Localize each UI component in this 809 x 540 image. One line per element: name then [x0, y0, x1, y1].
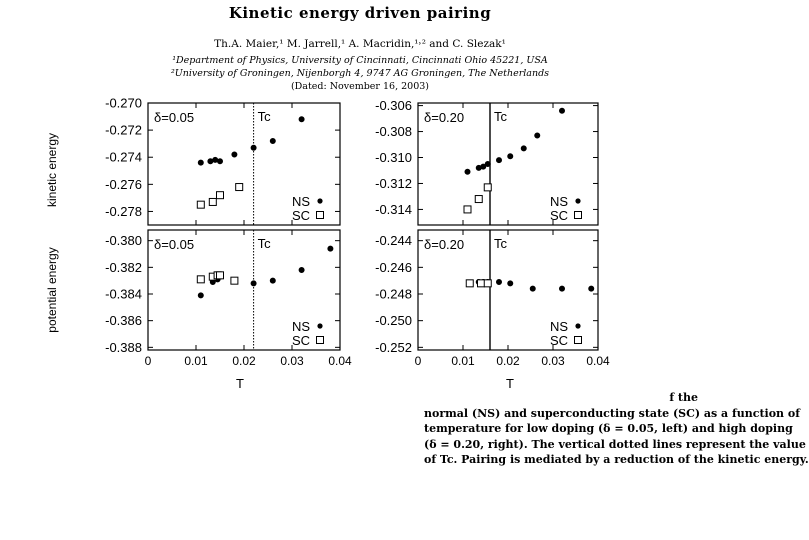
y-tick-label: -0.248 — [375, 286, 412, 302]
figure-caption — [424, 390, 809, 468]
ns-point — [521, 146, 526, 151]
x-tick-label: 0.01 — [451, 354, 475, 368]
legend-ns-label: NS — [549, 194, 568, 209]
doping-label: δ=0.05 — [154, 110, 195, 125]
x-tick-label: 0.04 — [586, 354, 610, 368]
y-tick-label: -0.308 — [375, 124, 412, 140]
legend-ns-marker — [575, 323, 580, 328]
ns-point — [465, 169, 470, 174]
sc-point — [236, 184, 243, 191]
legend-sc-label: SC — [549, 208, 568, 223]
affiliation-2: ²University of Groningen, Nijenborgh 4, 9747 AG Groningen, The Netherlands — [170, 68, 550, 79]
y-tick-label: -0.314 — [375, 201, 412, 217]
legend-sc-label: SC — [291, 333, 310, 348]
caption-line: temperature for low doping (δ = 0.05, left) and high doping — [424, 422, 793, 435]
x-tick-label: 0 — [414, 354, 422, 368]
y-tick-label: -0.312 — [375, 175, 412, 191]
ns-point — [559, 286, 564, 291]
ns-point — [496, 158, 501, 163]
ylabel-potential: potential energy — [45, 247, 59, 333]
y-tick-label: -0.380 — [105, 233, 142, 249]
doping-label: δ=0.05 — [154, 237, 195, 252]
legend-ns-label: NS — [549, 319, 568, 334]
y-tick-label: -0.278 — [105, 203, 142, 219]
y-tick-label: -0.306 — [375, 98, 412, 114]
legend-sc-marker — [575, 337, 582, 344]
y-tick-label: -0.272 — [105, 122, 142, 138]
ns-point — [299, 117, 304, 122]
ns-point — [213, 157, 218, 162]
y-tick-label: -0.384 — [105, 286, 142, 302]
y-tick-label: -0.386 — [105, 313, 142, 329]
y-tick-label: -0.270 — [105, 95, 142, 111]
y-tick-label: -0.388 — [105, 339, 142, 355]
doping-label: δ=0.20 — [424, 237, 465, 252]
caption-line: f the — [669, 391, 698, 404]
x-tick-label: 0.04 — [328, 354, 352, 368]
x-tick-label: 0.01 — [184, 354, 208, 368]
legend-ns-label: NS — [291, 319, 310, 334]
page-title: Kinetic energy driven pairing — [228, 4, 492, 22]
caption-line: (δ = 0.20, right). The vertical dotted lines represent the value — [424, 437, 806, 451]
xlabel-left: T — [236, 376, 244, 391]
x-tick-label: 0.02 — [232, 354, 256, 368]
doping-label: δ=0.20 — [424, 110, 465, 125]
ns-point — [299, 267, 304, 272]
xlabel-right: T — [506, 376, 514, 391]
ns-point — [530, 286, 535, 291]
y-tick-label: -0.244 — [375, 233, 412, 249]
sc-point — [478, 280, 485, 287]
ns-point — [270, 278, 275, 283]
legend-ns-marker — [575, 198, 580, 203]
chart-panel-bottom-right — [375, 230, 610, 368]
ns-point — [198, 160, 203, 165]
tc-label: Tc — [494, 236, 507, 251]
tc-label: Tc — [257, 109, 271, 124]
legend-sc-label: SC — [549, 333, 568, 348]
date-line: (Dated: November 16, 2003) — [290, 81, 430, 92]
ns-point — [559, 108, 564, 113]
legend-ns-marker — [317, 323, 322, 328]
ns-point — [270, 138, 275, 143]
ns-point — [217, 159, 222, 164]
sc-point — [484, 280, 491, 287]
sc-point — [217, 192, 224, 199]
affiliation-1: ¹Department of Physics, University of Cincinnati, Cincinnati Ohio 45221, USA — [172, 55, 548, 66]
ns-point — [232, 152, 237, 157]
caption-line: normal (NS) and superconducting state (SC) as a function of — [424, 406, 800, 420]
legend-sc-marker — [317, 337, 324, 344]
sc-point — [464, 206, 471, 213]
sc-point — [475, 196, 482, 203]
y-tick-label: -0.274 — [105, 149, 142, 165]
sc-point — [197, 201, 204, 208]
caption-line: of Tc. Pairing is mediated by a reduction of the kinetic energy. — [424, 453, 809, 466]
tc-label: Tc — [257, 236, 271, 251]
y-tick-label: -0.246 — [375, 259, 412, 275]
tc-label: Tc — [494, 109, 507, 124]
ns-point — [589, 286, 594, 291]
chart-panel-top-left — [105, 96, 340, 226]
y-tick-label: -0.382 — [105, 259, 142, 275]
y-tick-label: -0.250 — [375, 313, 412, 329]
ns-point — [508, 281, 513, 286]
y-tick-label: -0.252 — [375, 339, 412, 355]
sc-point — [217, 272, 224, 279]
ns-point — [208, 159, 213, 164]
ns-point — [198, 293, 203, 298]
legend-sc-marker — [575, 212, 582, 219]
ylabel-kinetic: kinetic energy — [45, 132, 59, 208]
x-tick-label: 0.02 — [496, 354, 520, 368]
sc-point — [484, 184, 491, 191]
legend-sc-marker — [317, 212, 324, 219]
author-list: Th.A. Maier,¹ M. Jarrell,¹ A. Macridin,¹˒² and C. Slezak¹ — [214, 38, 506, 50]
sc-point — [209, 198, 216, 205]
ns-point — [535, 133, 540, 138]
chart-panel-bottom-left — [105, 230, 352, 368]
legend-ns-marker — [317, 198, 322, 203]
ns-point — [508, 154, 513, 159]
sc-point — [197, 276, 204, 283]
sc-point — [466, 280, 473, 287]
ns-point — [328, 246, 333, 251]
ns-point — [485, 161, 490, 166]
legend-sc-label: SC — [291, 208, 310, 223]
chart-panel-top-right — [375, 98, 598, 225]
y-tick-label: -0.310 — [375, 150, 412, 166]
legend-ns-label: NS — [291, 194, 310, 209]
x-tick-label: 0.03 — [541, 354, 565, 368]
sc-point — [231, 277, 238, 284]
x-tick-label: 0 — [144, 354, 152, 368]
y-tick-label: -0.276 — [105, 176, 142, 192]
x-tick-label: 0.03 — [280, 354, 304, 368]
ns-point — [251, 281, 256, 286]
ns-point — [251, 145, 256, 150]
ns-point — [496, 279, 501, 284]
